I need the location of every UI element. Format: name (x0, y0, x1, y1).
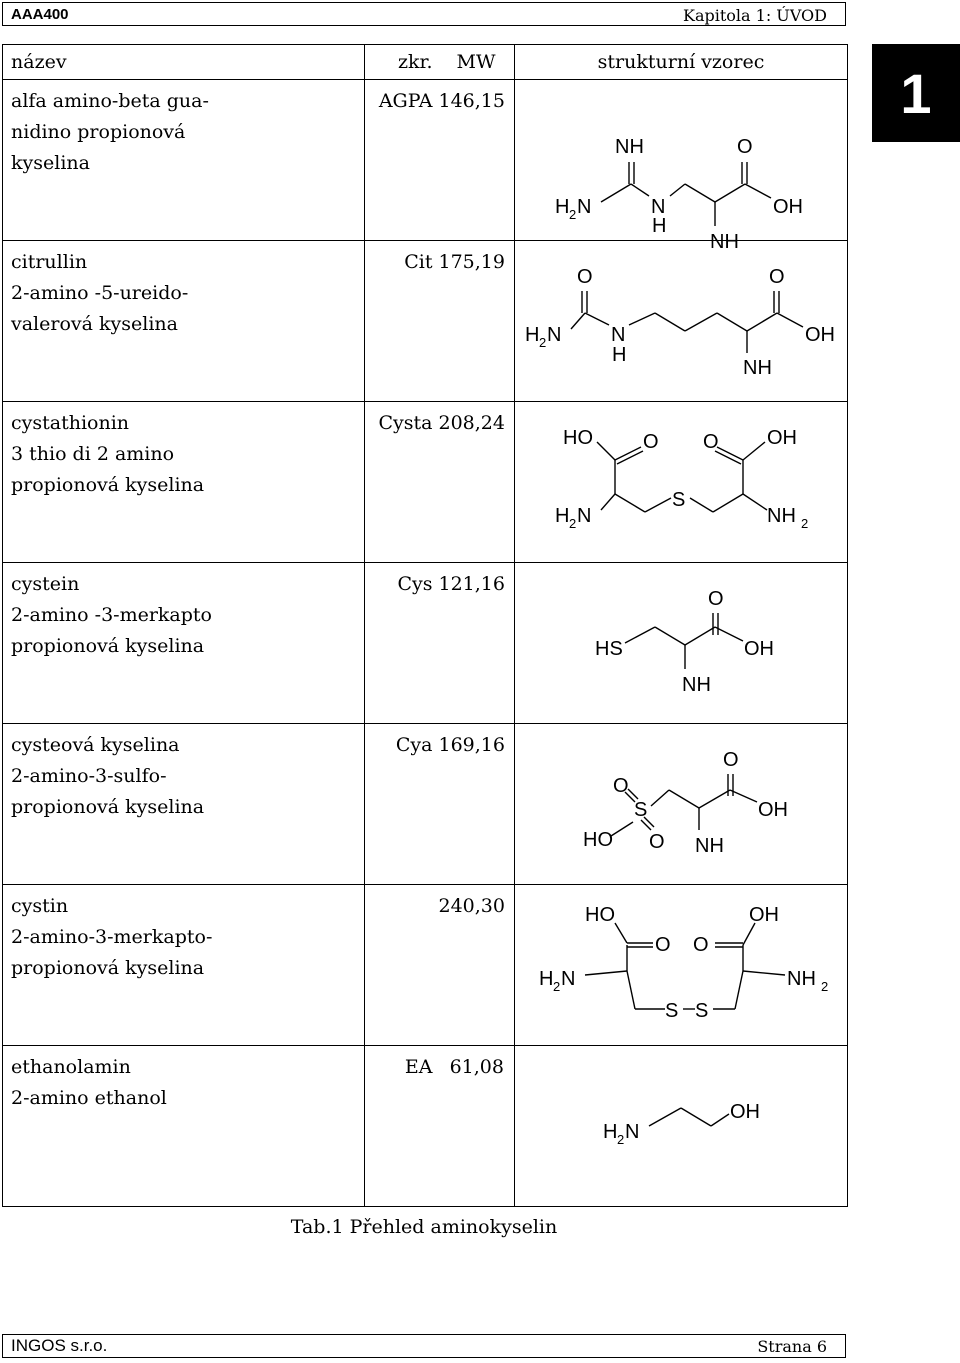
compound-mw: 240,30 (439, 885, 515, 1046)
svg-text:N: N (577, 196, 592, 218)
ethanolamin-structure (515, 1046, 848, 1206)
page-number: Strana 6 (757, 1337, 827, 1356)
svg-text:N: N (577, 505, 592, 527)
table-row (3, 241, 848, 402)
compound-mw: 169,16 (439, 724, 515, 885)
doc-code: AAA400 (11, 6, 69, 23)
compound-mw: 61,08 (439, 1046, 515, 1207)
svg-text:2: 2 (617, 1132, 625, 1147)
cystein-structure (515, 563, 848, 723)
page-footer (2, 1334, 846, 1358)
agpa-structure (515, 80, 848, 253)
compound-abbr: Cit (365, 241, 439, 402)
compound-name: alfa amino-beta gua- nidino propionová kyselina (3, 80, 365, 241)
table-caption: Tab.1 Přehled aminokyselin (290, 1216, 558, 1238)
citrullin-structure (515, 241, 848, 401)
amino-acid-table (2, 44, 848, 1207)
svg-text:N: N (625, 1121, 640, 1143)
page-header (2, 2, 846, 26)
svg-text:H: H (603, 1121, 618, 1143)
compound-abbr: Cys (365, 563, 439, 724)
table-row (3, 885, 848, 1046)
svg-text:N: N (561, 968, 576, 990)
svg-text:OH: OH (744, 638, 774, 660)
table-row (3, 563, 848, 724)
svg-text:NH: NH (695, 835, 724, 857)
svg-text:NH: NH (682, 674, 711, 696)
svg-text:O: O (723, 749, 739, 771)
svg-text:H: H (555, 505, 570, 527)
svg-text:S: S (695, 1000, 709, 1022)
svg-text:O: O (613, 775, 629, 797)
compound-mw: 146,15 (439, 80, 515, 241)
svg-text:O: O (703, 431, 719, 453)
col-header-mw: MW (439, 45, 515, 80)
svg-text:N: N (651, 196, 666, 218)
svg-text:OH: OH (749, 904, 779, 926)
svg-text:HO: HO (585, 904, 615, 926)
svg-text:O: O (737, 136, 753, 158)
col-header-name: název (3, 45, 365, 80)
svg-text:H: H (612, 344, 627, 366)
compound-mw: 208,24 (439, 402, 515, 563)
svg-text:NH: NH (743, 357, 772, 379)
svg-text:S: S (665, 1000, 679, 1022)
svg-text:HO: HO (583, 829, 613, 851)
svg-text:N: N (611, 324, 626, 346)
svg-text:2: 2 (821, 979, 829, 994)
compound-name: ethanolamin 2-amino ethanol (3, 1046, 365, 1207)
compound-abbr: AGPA (365, 80, 439, 241)
cysteic-acid-structure (515, 724, 848, 884)
svg-text:H: H (555, 196, 570, 218)
svg-text:2: 2 (569, 516, 577, 531)
svg-text:2: 2 (801, 516, 809, 531)
svg-text:NH: NH (615, 136, 644, 158)
structural-formula (515, 563, 848, 724)
svg-text:N: N (547, 324, 562, 346)
col-header-abbr: zkr. (365, 45, 439, 80)
svg-text:O: O (693, 934, 709, 956)
structural-formula (515, 80, 848, 253)
svg-text:OH: OH (758, 799, 788, 821)
compound-name: citrullin 2-amino -5-ureido- valerová kyselina (3, 241, 365, 402)
svg-text:2: 2 (553, 979, 561, 994)
table-row (3, 1046, 848, 1207)
svg-text:S: S (634, 799, 648, 821)
compound-name: cystin 2-amino-3-merkapto- propionová kyselina (3, 885, 365, 1046)
table-row (3, 724, 848, 885)
svg-text:HO: HO (563, 427, 593, 449)
svg-text:O: O (708, 588, 724, 610)
svg-text:OH: OH (805, 324, 835, 346)
svg-text:HS: HS (595, 638, 623, 660)
svg-text:OH: OH (773, 196, 803, 218)
svg-text:2: 2 (539, 335, 547, 350)
svg-text:O: O (655, 934, 671, 956)
compound-name: cystein 2-amino -3-merkapto propionová kyselina (3, 563, 365, 724)
compound-abbr (365, 885, 439, 1046)
svg-text:O: O (649, 831, 665, 853)
structural-formula (515, 885, 848, 1046)
svg-text:H: H (539, 968, 554, 990)
cystin-structure (515, 885, 848, 1045)
compound-mw: 175,19 (439, 241, 515, 402)
svg-text:H: H (525, 324, 540, 346)
table-row (3, 402, 848, 563)
svg-text:NH: NH (767, 505, 796, 527)
svg-text:OH: OH (767, 427, 797, 449)
structural-formula (515, 402, 848, 563)
svg-text:H: H (652, 215, 667, 237)
table-row (3, 80, 848, 241)
chapter-title: Kapitola 1: ÚVOD (682, 6, 827, 25)
svg-text:OH: OH (730, 1101, 760, 1123)
svg-text:NH: NH (787, 968, 816, 990)
compound-abbr: Cysta (365, 402, 439, 563)
svg-text:2: 2 (569, 207, 577, 222)
compound-mw: 121,16 (439, 563, 515, 724)
structural-formula (515, 1046, 848, 1207)
svg-text:NH: NH (710, 231, 739, 253)
svg-text:O: O (769, 266, 785, 288)
compound-name: cysteová kyselina 2-amino-3-sulfo- propionová kyselina (3, 724, 365, 885)
col-header-formula: strukturní vzorec (515, 45, 848, 80)
structural-formula (515, 724, 848, 885)
structural-formula (515, 241, 848, 402)
compound-abbr: Cya (365, 724, 439, 885)
company-name: INGOS s.r.o. (11, 1336, 108, 1355)
cystathionin-structure (515, 402, 848, 562)
compound-abbr: EA (365, 1046, 439, 1207)
chapter-tab: 1 (872, 44, 960, 142)
table-header-row (3, 45, 848, 80)
svg-text:O: O (577, 266, 593, 288)
compound-name: cystathionin 3 thio di 2 amino propionová kyselina (3, 402, 365, 563)
svg-text:O: O (643, 431, 659, 453)
svg-text:S: S (672, 489, 686, 511)
